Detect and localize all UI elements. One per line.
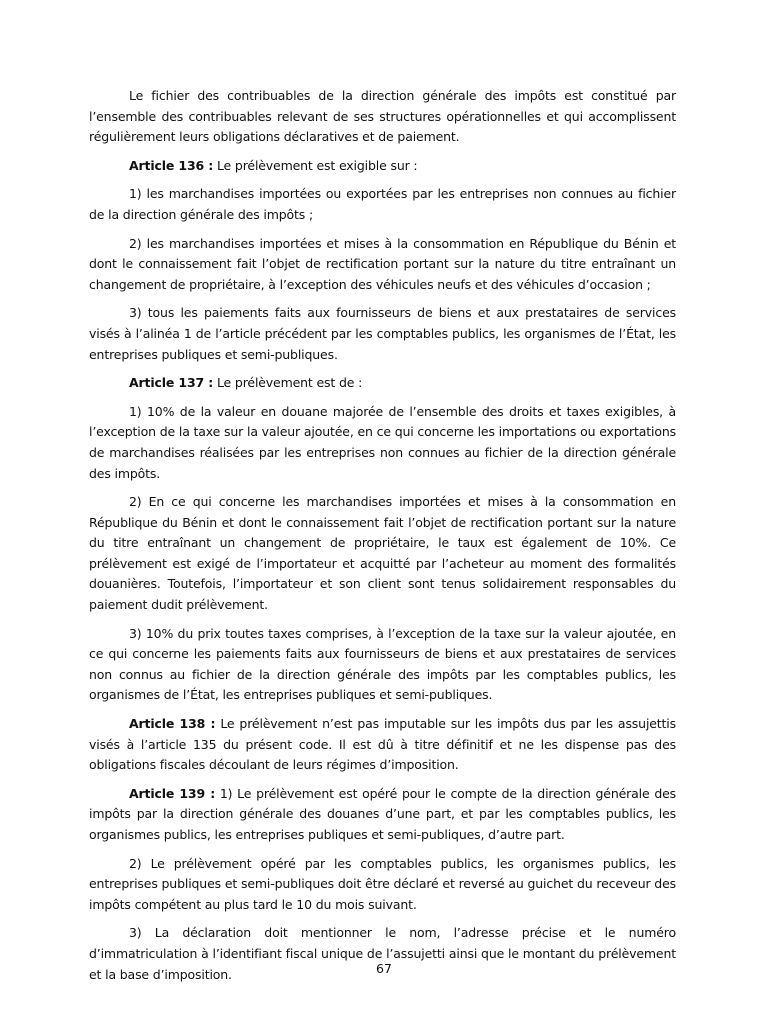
paragraph-article-137-item-2 (89, 492, 676, 616)
paragraph-text: Le prélèvement est exigible sur : (213, 157, 418, 173)
paragraph-text: 3) 10% du prix toutes taxes comprises, à l’exception de la taxe sur la valeur ajoutée, en ce qui concerne les paiements faits aux fournisseurs de biens et aux prestataires de services non connus au fichier de la direction générale des impôts par les comptables publics, les organismes de l’État, les entreprises publiques et semi-publiques. (89, 625, 676, 703)
document-body (89, 86, 676, 993)
paragraph-text: Le prélèvement n’est pas imputable sur les impôts dus par les assujettis visés à l’article 135 du présent code. Il est dû à titre définitif et ne les dispense pas des obligations fiscales découlant de leurs régimes d’imposition. (89, 716, 676, 773)
paragraph-article-138 (89, 714, 676, 776)
article-heading: Article 137 : (129, 375, 214, 391)
paragraph-text: 3) La déclaration doit mentionner le nom, l’adresse précise et le numéro d’immatriculation à l’identifiant fiscal unique de l’assujetti ainsi que le montant du prélèvement et la base d’imposition. (89, 925, 676, 982)
paragraph-text: 2) Le prélèvement opéré par les comptables publics, les organismes publics, les entreprises publiques et semi-publiques doit être déclaré et reversé au guichet du receveur des impôts compétent au plus tard le 10 du mois suivant. (89, 855, 676, 912)
paragraph-article-139-item-2 (89, 854, 676, 916)
paragraph-text: 1) Le prélèvement est opéré pour le compte de la direction générale des impôts par la direction générale des douanes d’une part, et par les comptables publics, les organismes publics, les entreprises publiques et semi-publiques, d’autre part. (89, 785, 677, 842)
article-heading: Article 139 : (129, 785, 216, 801)
paragraph-text: 1) 10% de la valeur en douane majorée de l’ensemble des droits et taxes exigibles, à l’exception de la taxe sur la valeur ajoutée, en ce qui concerne les importations ou exportations de marchandises réalisées par les entreprises non connues au fichier de la direction générale des impôts. (89, 403, 676, 481)
paragraph-article-139 (89, 784, 676, 846)
paragraph-text: Le prélèvement est de : (213, 375, 363, 391)
page-number: 67 (376, 961, 392, 976)
paragraph-article-136-item-3 (89, 303, 676, 365)
paragraph-article-137 (89, 373, 676, 394)
paragraph-article-136-item-1 (89, 184, 676, 225)
paragraph-article-136-item-2 (89, 234, 676, 296)
article-heading: Article 136 : (129, 157, 214, 173)
paragraph-intro (89, 86, 676, 148)
paragraph-text: 2) les marchandises importées et mises à la consommation en République du Bénin et dont le connaissement fait l’objet de rectification portant sur la nature du titre entraînant un changement de propriétaire, à l’exception des véhicules neufs et des véhicules d’occasion ; (89, 235, 676, 292)
paragraph-article-137-item-3 (89, 624, 676, 706)
paragraph-text: 1) les marchandises importées ou exportées par les entreprises non connues au fichier de la direction générale des impôts ; (89, 186, 676, 222)
paragraph-article-137-item-1 (89, 402, 676, 484)
article-heading: Article 138 : (129, 716, 216, 732)
paragraph-article-136 (89, 156, 676, 177)
paragraph-text: Le fichier des contribuables de la direction générale des impôts est constitué par l’ensemble des contribuables relevant de ses structures opérationnelles et qui accomplissent régulièrement leurs obligations déclaratives et de paiement. (89, 88, 676, 145)
paragraph-text: 3) tous les paiements faits aux fournisseurs de biens et aux prestataires de services visés à l’alinéa 1 de l’article précédent par les comptables publics, les organismes de l’État, les entreprises publiques et semi-publiques. (89, 305, 676, 362)
paragraph-text: 2) En ce qui concerne les marchandises importées et mises à la consommation en République du Bénin et dont le connaissement fait l’objet de rectification portant sur la nature du titre entraînant un changement de propriétaire, le taux est également de 10%. Ce prélèvement est exigé de l’importateur et acquitté par l’acheteur au moment des formalités douanières. Toutefois, l’importateur et son client sont tenus solidairement responsables du paiement dudit prélèvement. (89, 494, 676, 613)
